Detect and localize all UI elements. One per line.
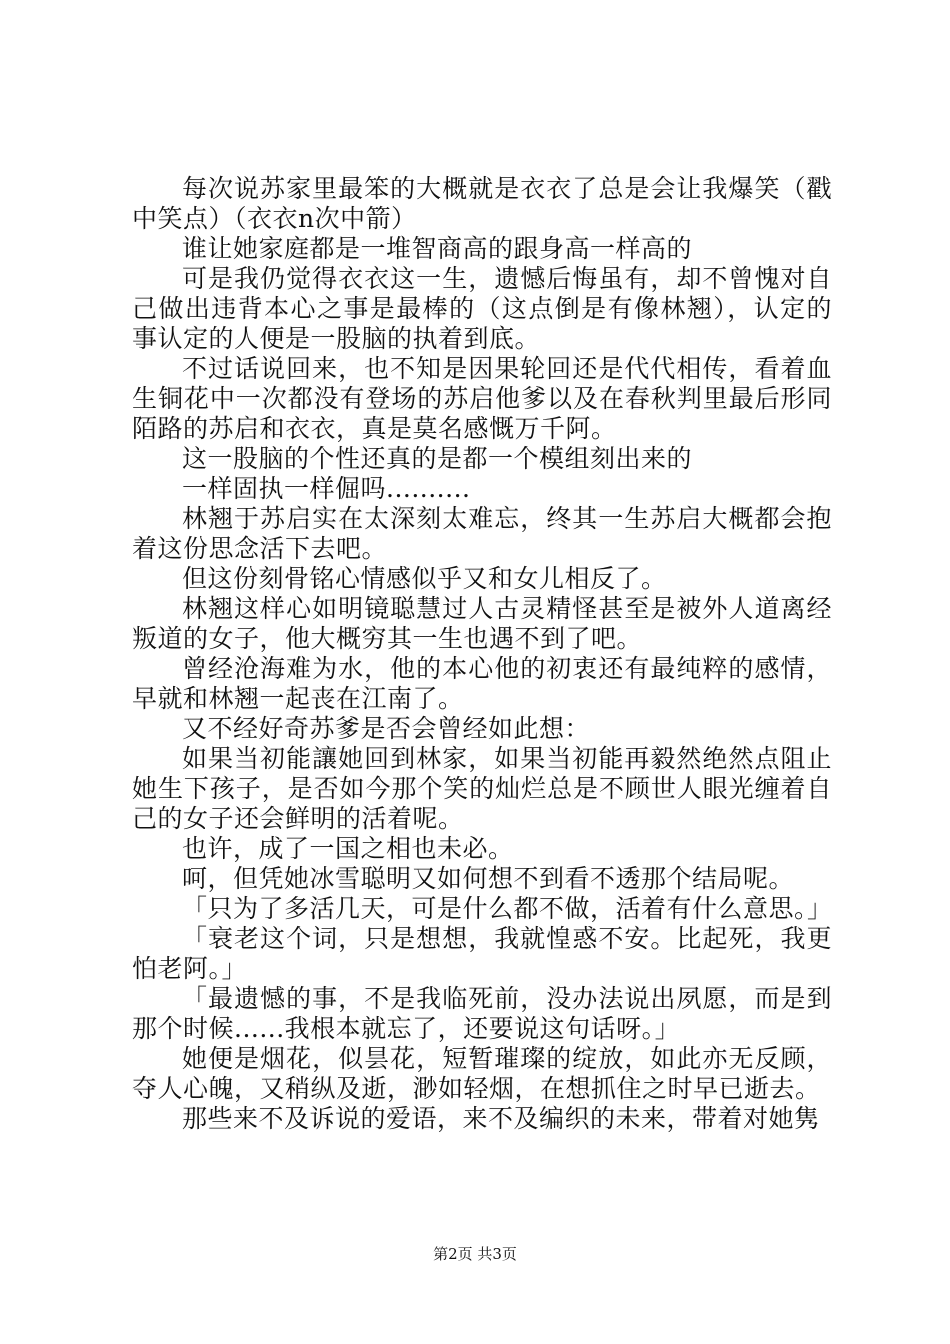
paragraph-7: 林翘于苏启实在太深刻太难忘，终其一生苏启大概都会抱着这份思念活下去吧。 [132, 504, 832, 563]
page-number-footer: 第2页 共3页 [433, 1245, 517, 1263]
paragraph-11: 又不经好奇苏爹是否会曾经如此想： [182, 714, 591, 743]
paragraph-19: 那些来不及诉说的爱语，来不及编织的未来，带着对她隽 [182, 1104, 820, 1133]
paragraph-2: 谁让她家庭都是一堆智商高的跟身高一样高的 [182, 234, 693, 263]
paragraph-10: 曾经沧海难为水，他的本心他的初衷还有最纯粹的感情，早就和林翘一起丧在江南了。 [132, 654, 832, 713]
paragraph-8: 但这份刻骨铭心情感似乎又和女儿相反了。 [182, 564, 667, 593]
paragraph-15: 「只为了多活几天，可是什么都不做，活着有什么意思。」 [182, 894, 833, 923]
paragraph-1: 每次说苏家里最笨的大概就是衣衣了总是会让我爆笑（戳中笑点）（衣衣n次中箭） [132, 174, 832, 233]
paragraph-6: 一样固执一样倔吗.......... [182, 474, 471, 503]
paragraph-3: 可是我仍觉得衣衣这一生，遗憾后悔虽有，却不曾愧对自己做出违背本心之事是最棒的（这点倒是有像林翘），认定的事认定的人便是一股脑的执着到底。 [132, 264, 832, 353]
paragraph-9: 林翘这样心如明镜聪慧过人古灵精怪甚至是被外人道离经叛道的女子，他大概穷其一生也遇不到了吧。 [132, 594, 832, 653]
paragraph-13: 也许，成了一国之相也未必。 [182, 834, 514, 863]
document-body [132, 174, 832, 1134]
paragraph-16: 「衰老这个词，只是想想，我就惶惑不安。比起死，我更怕老阿。」 [132, 924, 832, 983]
paragraph-4: 不过话说回来，也不知是因果轮回还是代代相传，看着血生铜花中一次都没有登场的苏启他爹以及在春秋判里最后形同陌路的苏启和衣衣，真是莫名感慨万千阿。 [132, 354, 832, 443]
paragraph-5: 这一股脑的个性还真的是都一个模组刻出来的 [182, 444, 693, 473]
paragraph-14: 呵，但凭她冰雪聪明又如何想不到看不透那个结局呢。 [182, 864, 795, 893]
paragraph-17: 「最遗憾的事，不是我临死前，没办法说出夙愿，而是到那个时候......我根本就忘了，还要说这句话呀。」 [132, 984, 832, 1043]
paragraph-12: 如果当初能讓她回到林家，如果当初能再毅然绝然点阻止她生下孩子，是否如今那个笑的灿烂总是不顾世人眼光缠着自己的女子还会鲜明的活着呢。 [132, 744, 832, 833]
paragraph-18: 她便是烟花，似昙花，短暂璀璨的绽放，如此亦无反顾，夺人心魄，又稍纵及逝，渺如轻烟，在想抓住之时早已逝去。 [132, 1044, 832, 1103]
